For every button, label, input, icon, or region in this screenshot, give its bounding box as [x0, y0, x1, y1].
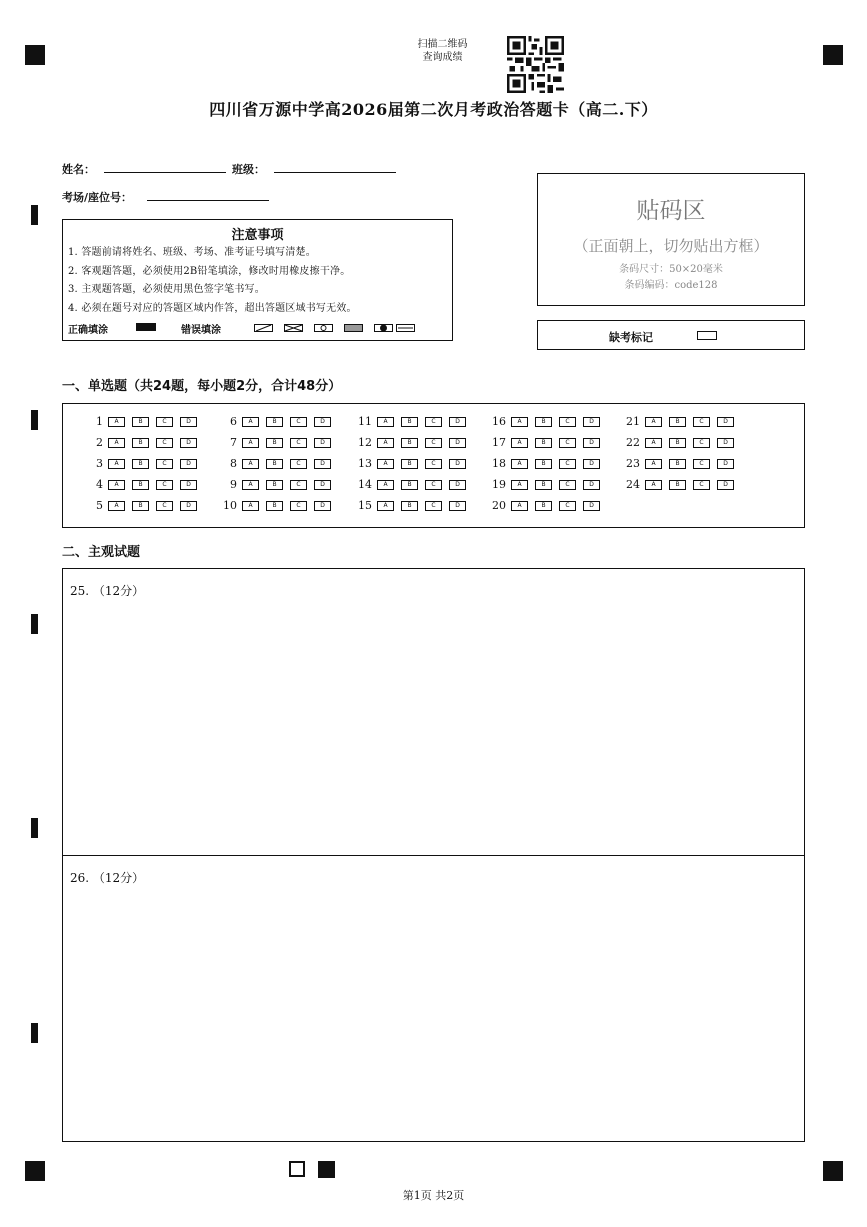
- option-bubble-b[interactable]: B: [266, 501, 283, 511]
- side-mark: [31, 614, 38, 634]
- option-bubble-c[interactable]: C: [693, 417, 710, 427]
- option-bubble-c[interactable]: C: [156, 417, 173, 427]
- option-bubble-b[interactable]: B: [535, 501, 552, 511]
- page-footer: 第1页 共2页: [402, 1189, 465, 1202]
- option-bubble-c[interactable]: C: [425, 480, 442, 490]
- option-bubble-d[interactable]: D: [717, 459, 734, 469]
- section1-title: 一、单选题（共24题，每小题2分，合计48分）: [62, 379, 342, 394]
- wrong-fill-label: 错误填涂: [181, 325, 221, 336]
- question-number: 7: [230, 436, 237, 449]
- qr-caption: [405, 38, 480, 64]
- correct-fill-icon: [136, 323, 156, 331]
- question-number: 19: [492, 478, 506, 491]
- question-number: 20: [492, 499, 506, 512]
- option-bubble-d[interactable]: D: [583, 501, 600, 511]
- option-bubble-c[interactable]: C: [559, 417, 576, 427]
- option-bubble-b[interactable]: B: [132, 459, 149, 469]
- notice-title: 注意事项: [231, 228, 284, 243]
- option-bubble-d[interactable]: D: [180, 438, 197, 448]
- option-bubble-d[interactable]: D: [717, 438, 734, 448]
- question-number: 13: [358, 457, 372, 470]
- option-bubble-d[interactable]: D: [583, 438, 600, 448]
- option-bubble-d[interactable]: D: [717, 417, 734, 427]
- seat-field[interactable]: [147, 200, 269, 201]
- notice-item: 1. 答题前请将姓名、班级、考场、准考证号填写清楚。: [68, 247, 316, 258]
- option-bubble-a[interactable]: A: [377, 480, 394, 490]
- option-bubble-d[interactable]: D: [583, 480, 600, 490]
- corner-mark-top-right: [823, 45, 843, 65]
- barcode-instruction: （正面朝上，切勿贴出方框）: [573, 237, 769, 255]
- option-bubble-c[interactable]: C: [559, 480, 576, 490]
- option-bubble-b[interactable]: B: [535, 417, 552, 427]
- section2-title: 二、主观试题: [62, 545, 141, 560]
- question-number: 18: [492, 457, 506, 470]
- question-26-label: 26. （12分）: [70, 871, 145, 885]
- option-bubble-d[interactable]: D: [314, 459, 331, 469]
- question-number: 12: [358, 436, 372, 449]
- correct-fill-label: 正确填涂: [68, 325, 108, 336]
- option-bubble-c[interactable]: C: [290, 480, 307, 490]
- option-bubble-a[interactable]: A: [242, 438, 259, 448]
- multiple-choice-grid: [62, 403, 805, 528]
- option-bubble-a[interactable]: A: [108, 417, 125, 427]
- option-bubble-a[interactable]: A: [108, 459, 125, 469]
- option-bubble-a[interactable]: A: [645, 417, 662, 427]
- option-bubble-d[interactable]: D: [449, 438, 466, 448]
- option-bubble-c[interactable]: C: [693, 438, 710, 448]
- absent-checkbox[interactable]: [697, 331, 717, 340]
- question-number: 21: [626, 415, 640, 428]
- option-bubble-a[interactable]: A: [511, 480, 528, 490]
- option-bubble-d[interactable]: D: [180, 459, 197, 469]
- question-number: 2: [96, 436, 103, 449]
- absent-label: 缺考标记: [609, 331, 653, 344]
- barcode-title: 贴码区: [636, 198, 706, 224]
- page-title: 四川省万源中学高2026届第二次月考政治答题卡（高二.下）: [209, 100, 658, 119]
- option-bubble-a[interactable]: A: [242, 417, 259, 427]
- option-bubble-b[interactable]: B: [132, 417, 149, 427]
- option-bubble-b[interactable]: B: [266, 459, 283, 469]
- option-bubble-d[interactable]: D: [449, 417, 466, 427]
- side-mark: [31, 205, 38, 225]
- option-bubble-a[interactable]: A: [645, 438, 662, 448]
- option-bubble-c[interactable]: C: [156, 501, 173, 511]
- option-bubble-b[interactable]: B: [401, 501, 418, 511]
- option-bubble-a[interactable]: A: [377, 417, 394, 427]
- option-bubble-b[interactable]: B: [401, 459, 418, 469]
- option-bubble-c[interactable]: C: [290, 459, 307, 469]
- option-bubble-a[interactable]: A: [242, 480, 259, 490]
- option-bubble-b[interactable]: B: [535, 480, 552, 490]
- option-bubble-a[interactable]: A: [645, 480, 662, 490]
- option-bubble-a[interactable]: A: [108, 480, 125, 490]
- name-field[interactable]: [104, 172, 226, 173]
- option-bubble-a[interactable]: A: [108, 438, 125, 448]
- option-bubble-b[interactable]: B: [669, 417, 686, 427]
- class-field[interactable]: [274, 172, 396, 173]
- option-bubble-c[interactable]: C: [693, 459, 710, 469]
- option-bubble-c[interactable]: C: [156, 480, 173, 490]
- corner-mark-top-left: [25, 45, 45, 65]
- page-mark-hollow: [289, 1161, 305, 1177]
- question-number: 17: [492, 436, 506, 449]
- notice-item: 4. 必须在题号对应的答题区域内作答，超出答题区域书写无效。: [68, 303, 357, 314]
- absent-mark-box: [537, 320, 805, 350]
- question-number: 14: [358, 478, 372, 491]
- option-bubble-d[interactable]: D: [180, 417, 197, 427]
- question-number: 3: [96, 457, 103, 470]
- option-bubble-d[interactable]: D: [180, 501, 197, 511]
- option-bubble-d[interactable]: D: [717, 480, 734, 490]
- option-bubble-d[interactable]: D: [583, 459, 600, 469]
- question-number: 5: [96, 499, 103, 512]
- option-bubble-d[interactable]: D: [180, 480, 197, 490]
- option-bubble-c[interactable]: C: [425, 501, 442, 511]
- option-bubble-c[interactable]: C: [425, 438, 442, 448]
- option-bubble-c[interactable]: C: [290, 438, 307, 448]
- notice-box: [62, 219, 453, 341]
- seat-label: 考场/座位号：: [62, 191, 133, 204]
- class-label: 班级：: [232, 163, 265, 176]
- option-bubble-c[interactable]: C: [559, 501, 576, 511]
- question-number: 1: [96, 415, 103, 428]
- option-bubble-a[interactable]: A: [511, 438, 528, 448]
- option-bubble-a[interactable]: A: [377, 501, 394, 511]
- option-bubble-b[interactable]: B: [132, 438, 149, 448]
- option-bubble-c[interactable]: C: [156, 459, 173, 469]
- side-mark: [31, 1023, 38, 1043]
- option-bubble-a[interactable]: A: [511, 417, 528, 427]
- option-bubble-c[interactable]: C: [290, 501, 307, 511]
- option-bubble-c[interactable]: C: [156, 438, 173, 448]
- option-bubble-b[interactable]: B: [266, 480, 283, 490]
- option-bubble-b[interactable]: B: [535, 459, 552, 469]
- qr-caption-line2: 查询成绩: [422, 52, 463, 63]
- option-bubble-b[interactable]: B: [266, 438, 283, 448]
- option-bubble-b[interactable]: B: [401, 438, 418, 448]
- question-number: 9: [230, 478, 237, 491]
- option-bubble-c[interactable]: C: [425, 417, 442, 427]
- side-mark: [31, 410, 38, 430]
- barcode-size: 条码尺寸：50×20毫米: [619, 264, 723, 275]
- option-bubble-a[interactable]: A: [377, 459, 394, 469]
- fill-example-row: [68, 321, 108, 336]
- question-number: 22: [626, 436, 640, 449]
- option-bubble-d[interactable]: D: [449, 459, 466, 469]
- option-bubble-a[interactable]: A: [108, 501, 125, 511]
- question-number: 16: [492, 415, 506, 428]
- notice-item: 3. 主观题答题，必须使用黑色签字笔书写。: [68, 284, 265, 295]
- option-bubble-d[interactable]: D: [449, 480, 466, 490]
- answer-area-26[interactable]: [62, 855, 805, 1142]
- question-number: 23: [626, 457, 640, 470]
- option-bubble-d[interactable]: D: [583, 417, 600, 427]
- option-bubble-a[interactable]: A: [377, 438, 394, 448]
- option-bubble-d[interactable]: D: [449, 501, 466, 511]
- option-bubble-c[interactable]: C: [559, 438, 576, 448]
- option-bubble-d[interactable]: D: [314, 438, 331, 448]
- option-bubble-b[interactable]: B: [401, 417, 418, 427]
- qr-caption-line1: 扫描二维码: [417, 39, 468, 50]
- barcode-encoding: 条码编码：code128: [624, 280, 718, 291]
- option-bubble-b[interactable]: B: [669, 480, 686, 490]
- option-bubble-a[interactable]: A: [242, 501, 259, 511]
- page-mark-solid: [318, 1161, 335, 1178]
- question-25-label: 25. （12分）: [70, 584, 145, 598]
- option-bubble-a[interactable]: A: [511, 501, 528, 511]
- option-bubble-b[interactable]: B: [535, 438, 552, 448]
- corner-mark-bottom-right: [823, 1161, 843, 1181]
- corner-mark-bottom-left: [25, 1161, 45, 1181]
- option-bubble-a[interactable]: A: [645, 459, 662, 469]
- option-bubble-b[interactable]: B: [669, 459, 686, 469]
- qr-code-icon: [507, 36, 564, 93]
- option-bubble-b[interactable]: B: [669, 438, 686, 448]
- question-number: 11: [358, 415, 372, 428]
- option-bubble-c[interactable]: C: [693, 480, 710, 490]
- option-bubble-d[interactable]: D: [314, 480, 331, 490]
- option-bubble-b[interactable]: B: [132, 480, 149, 490]
- wrong-fill-examples-icon: [253, 322, 423, 334]
- question-number: 15: [358, 499, 372, 512]
- option-bubble-a[interactable]: A: [511, 459, 528, 469]
- question-number: 4: [96, 478, 103, 491]
- question-number: 24: [626, 478, 640, 491]
- option-bubble-c[interactable]: C: [425, 459, 442, 469]
- question-number: 10: [223, 499, 237, 512]
- option-bubble-a[interactable]: A: [242, 459, 259, 469]
- notice-item: 2. 客观题答题，必须使用2B铅笔填涂，修改时用橡皮擦干净。: [68, 266, 351, 277]
- option-bubble-c[interactable]: C: [290, 417, 307, 427]
- name-label: 姓名：: [62, 163, 95, 176]
- question-number: 8: [230, 457, 237, 470]
- option-bubble-d[interactable]: D: [314, 501, 331, 511]
- option-bubble-c[interactable]: C: [559, 459, 576, 469]
- answer-area-25[interactable]: [62, 568, 805, 856]
- option-bubble-d[interactable]: D: [314, 417, 331, 427]
- barcode-area: [537, 173, 805, 306]
- side-mark: [31, 818, 38, 838]
- option-bubble-b[interactable]: B: [401, 480, 418, 490]
- option-bubble-b[interactable]: B: [132, 501, 149, 511]
- question-number: 6: [230, 415, 237, 428]
- option-bubble-b[interactable]: B: [266, 417, 283, 427]
